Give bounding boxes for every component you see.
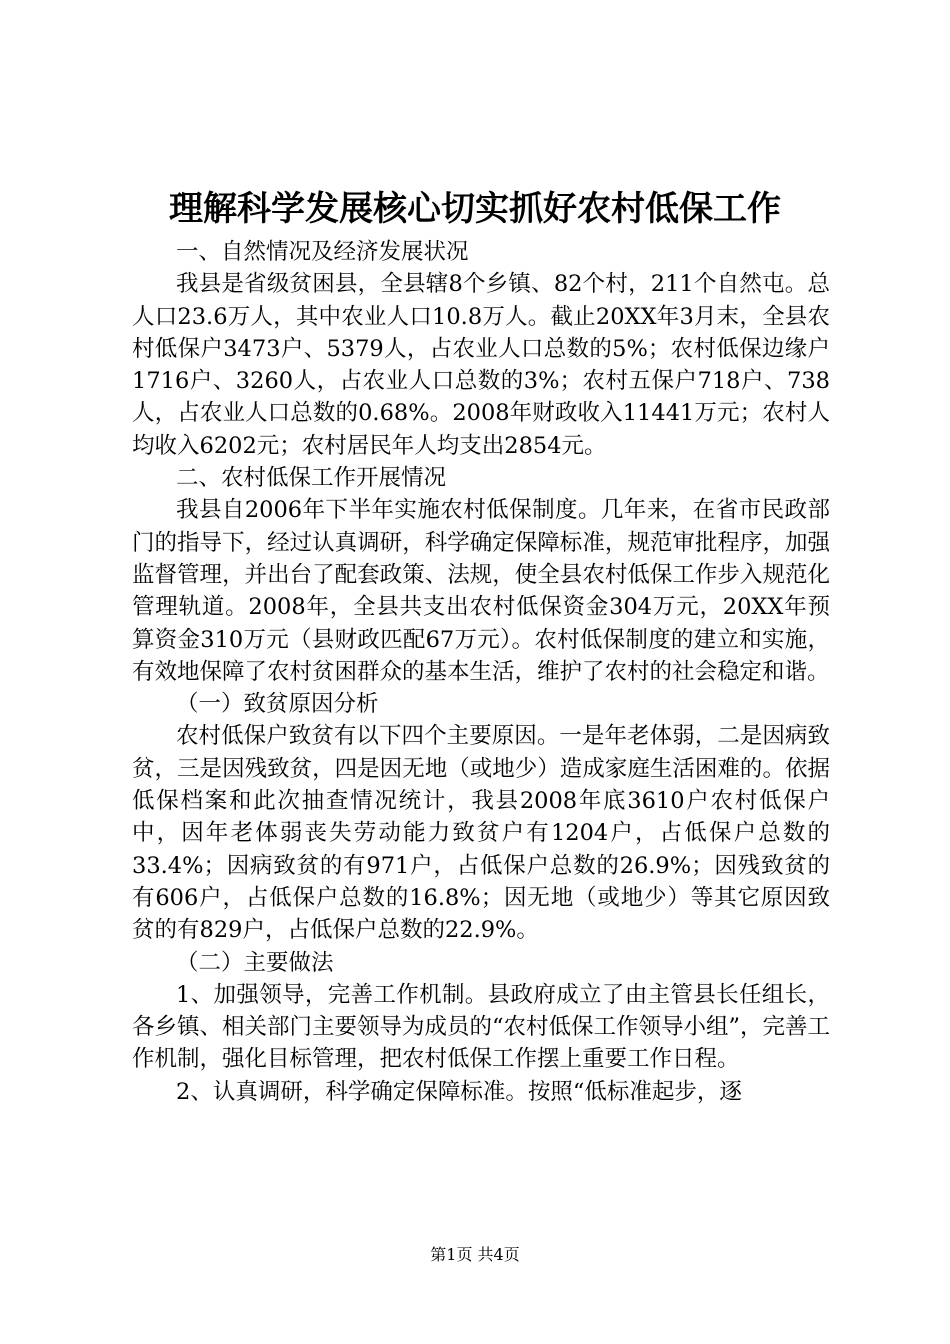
document-title: 理解科学发展核心切实抓好农村低保工作 bbox=[169, 189, 781, 229]
page-number-footer: 第1页 共4页 bbox=[430, 1245, 520, 1264]
paragraph-work-progress: 我县自2006年下半年实施农村低保制度。几年来，在省市民政部门的指导下，经过认真调研，科学确定保障标准，规范审批程序，加强监督管理，并出台了配套政策、法规，使全县农村低保工作步入规范化管理轨道。2008年，全县共支出农村低保资金304万元，20XX年预算资金310万元（县财政匹配67万元）。农村低保制度的建立和实施，有效地保障了农村贫困群众的基本生活，维护了农村的社会稳定和谐。 bbox=[132, 497, 830, 685]
section-heading-2: 二、农村低保工作开展情况 bbox=[176, 465, 447, 492]
paragraph-item-2: 2、认真调研，科学确定保障标准。按照“低标准起步，逐 bbox=[176, 1078, 742, 1105]
paragraph-natural-situation: 我县是省级贫困县，全县辖8个乡镇、82个村，211个自然屯。总人口23.6万人，其中农业人口10.8万人。截止20XX年3月末，全县农村低保户3473户、5379人，占农业人口总数的5%；农村低保边缘户1716户、3260人，占农业人口总数的3%；农村五保户718户、738人，占农业人口总数的0.68%。2008年财政收入11441万元；农村人均收入6202元；农村居民年人均支出2854元。 bbox=[132, 271, 830, 459]
section-heading-1: 一、自然情况及经济发展状况 bbox=[176, 239, 469, 265]
subsection-heading-1: （一）致贫原因分析 bbox=[176, 691, 379, 718]
document-body bbox=[132, 236, 830, 1108]
paragraph-item-1: 1、加强领导，完善工作机制。县政府成立了由主管县长任组长，各乡镇、相关部门主要领导为成员的“农村低保工作领导小组”，完善工作机制，强化目标管理，把农村低保工作摆上重要工作日程。 bbox=[132, 981, 831, 1073]
paragraph-poverty-causes: 农村低保户致贫有以下四个主要原因。一是年老体弱，二是因病致贫，三是因残致贫，四是因无地（或地少）造成家庭生活困难的。依据低保档案和此次抽查情况统计，我县2008年底3610户农村低保户中，因年老体弱丧失劳动能力致贫户有1204户，占低保户总数的33.4%；因病致贫的有971户，占低保户总数的26.9%；因残致贫的有606户，占低保户总数的16.8%；因无地（或地少）等其它原因致贫的有829户，占低保户总数的22.9%。 bbox=[132, 723, 830, 944]
subsection-heading-2: （二）主要做法 bbox=[176, 949, 334, 976]
